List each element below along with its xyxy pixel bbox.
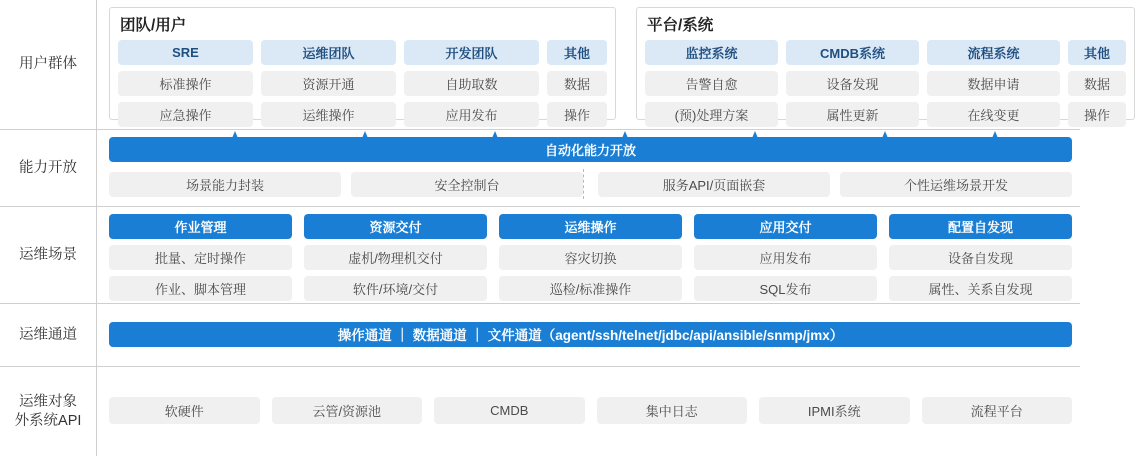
group-team-dev-item-1[interactable]: 自助取数: [404, 71, 539, 96]
band-ops-objects: [0, 366, 1080, 456]
group-team-columns: [118, 40, 607, 127]
group-platform-cmdb-head[interactable]: CMDB系统: [786, 40, 919, 65]
capability-scene-encapsulation[interactable]: 场景能力封装: [109, 172, 341, 197]
ops-objects-body: [96, 367, 1080, 456]
group-platform-columns: [645, 40, 1126, 127]
row-label-ops-scenes: 运维场景: [19, 246, 77, 263]
row-label-user-groups: 用户群体: [19, 56, 77, 73]
capability-service-api[interactable]: 服务API/页面嵌套: [598, 172, 830, 197]
group-platform-cmdb-item-1[interactable]: 设备发现: [786, 71, 919, 96]
group-platform-process-head[interactable]: 流程系统: [927, 40, 1060, 65]
group-platform-column-other: [1068, 40, 1126, 127]
row-label-ops-objects-line1: 运维对象: [19, 394, 77, 411]
scene-ops-operation-item-2[interactable]: 巡检/标准操作: [499, 276, 682, 301]
ops-scenes-body: [96, 207, 1080, 303]
ops-scenes-columns: [109, 214, 1072, 301]
group-team-other-item-1[interactable]: 数据: [547, 71, 607, 96]
group-team-title: 团队/用户: [120, 17, 187, 34]
object-central-log[interactable]: 集中日志: [597, 397, 748, 424]
object-ipmi-system[interactable]: IPMI系统: [759, 397, 910, 424]
capability-open-divider: [583, 169, 584, 199]
user-groups-body: [96, 0, 1143, 129]
group-team-column-other: [547, 40, 607, 127]
scene-ops-operation: [499, 214, 682, 301]
scene-config-discovery: [889, 214, 1072, 301]
group-platform: [636, 7, 1135, 123]
ops-objects-row: [109, 374, 1072, 447]
band-ops-scenes: [0, 206, 1080, 303]
scene-job-management-head[interactable]: 作业管理: [109, 214, 292, 239]
ops-channel-body: [96, 304, 1080, 366]
row-label-capability-open: 能力开放: [19, 159, 77, 176]
group-platform-title: 平台/系统: [647, 17, 714, 34]
row-label-ops-objects: [0, 367, 96, 456]
group-team-ops-item-1[interactable]: 资源开通: [261, 71, 396, 96]
band-user-groups: [0, 0, 1110, 129]
group-team-dev-head[interactable]: 开发团队: [404, 40, 539, 65]
group-platform-monitor-item-2[interactable]: (预)处理方案: [645, 102, 778, 127]
object-process-platform[interactable]: 流程平台: [922, 397, 1073, 424]
scene-resource-delivery-item-2[interactable]: 软件/环境/交付: [304, 276, 487, 301]
scene-ops-operation-item-1[interactable]: 容灾切换: [499, 245, 682, 270]
group-team-ops-head[interactable]: 运维团队: [261, 40, 396, 65]
group-platform-column-process: [927, 40, 1060, 127]
object-cmdb[interactable]: CMDB: [434, 397, 585, 424]
scene-config-discovery-head[interactable]: 配置自发现: [889, 214, 1072, 239]
ops-channel-bar[interactable]: 操作通道 ｜ 数据通道 ｜ 文件通道（agent/ssh/telnet/jdbc/api/ansible/snmp/jmx）: [109, 322, 1072, 347]
capability-open-body: [96, 130, 1080, 206]
group-team-sre-item-2[interactable]: 应急操作: [118, 102, 253, 127]
scene-job-management-item-2[interactable]: 作业、脚本管理: [109, 276, 292, 301]
object-hardware-software[interactable]: 软硬件: [109, 397, 260, 424]
capability-custom-scene-dev[interactable]: 个性运维场景开发: [840, 172, 1072, 197]
group-team-dev-item-2[interactable]: 应用发布: [404, 102, 539, 127]
group-team-other-head[interactable]: 其他: [547, 40, 607, 65]
capability-open-row: [109, 169, 1072, 199]
group-platform-other-item-2[interactable]: 操作: [1068, 102, 1126, 127]
band-ops-channel: [0, 303, 1080, 366]
scene-app-delivery-item-2[interactable]: SQL发布: [694, 276, 877, 301]
group-platform-cmdb-item-2[interactable]: 属性更新: [786, 102, 919, 127]
scene-job-management: [109, 214, 292, 301]
scene-ops-operation-head[interactable]: 运维操作: [499, 214, 682, 239]
group-team-column-dev: [404, 40, 539, 127]
scene-resource-delivery-item-1[interactable]: 虚机/物理机交付: [304, 245, 487, 270]
object-cloud-resource-pool[interactable]: 云管/资源池: [272, 397, 423, 424]
capability-security-console[interactable]: 安全控制台: [351, 172, 583, 197]
scene-resource-delivery-head[interactable]: 资源交付: [304, 214, 487, 239]
automation-capability-headline[interactable]: 自动化能力开放: [109, 137, 1072, 162]
scene-config-discovery-item-2[interactable]: 属性、关系自发现: [889, 276, 1072, 301]
group-team-column-sre: [118, 40, 253, 127]
scene-app-delivery: [694, 214, 877, 301]
group-platform-other-item-1[interactable]: 数据: [1068, 71, 1126, 96]
band-capability-open: [0, 129, 1080, 206]
scene-resource-delivery: [304, 214, 487, 301]
row-label-ops-channel: 运维通道: [19, 326, 77, 343]
group-platform-process-item-1[interactable]: 数据申请: [927, 71, 1060, 96]
scene-config-discovery-item-1[interactable]: 设备自发现: [889, 245, 1072, 270]
group-platform-monitor-item-1[interactable]: 告警自愈: [645, 71, 778, 96]
scene-job-management-item-1[interactable]: 批量、定时操作: [109, 245, 292, 270]
group-team-sre-item-1[interactable]: 标准操作: [118, 71, 253, 96]
group-platform-column-monitor: [645, 40, 778, 127]
group-team-ops-item-2[interactable]: 运维操作: [261, 102, 396, 127]
scene-app-delivery-head[interactable]: 应用交付: [694, 214, 877, 239]
group-platform-column-cmdb: [786, 40, 919, 127]
user-groups-container: [109, 7, 1135, 123]
group-team-sre-head[interactable]: SRE: [118, 40, 253, 65]
group-team-column-ops: [261, 40, 396, 127]
group-team: [109, 7, 616, 123]
group-platform-process-item-2[interactable]: 在线变更: [927, 102, 1060, 127]
group-team-other-item-2[interactable]: 操作: [547, 102, 607, 127]
scene-app-delivery-item-1[interactable]: 应用发布: [694, 245, 877, 270]
group-platform-monitor-head[interactable]: 监控系统: [645, 40, 778, 65]
group-platform-other-head[interactable]: 其他: [1068, 40, 1126, 65]
capability-open-left-group: [109, 172, 583, 197]
row-label-ops-objects-line2: 外系统API: [14, 412, 82, 429]
capability-open-right-group: [598, 172, 1072, 197]
